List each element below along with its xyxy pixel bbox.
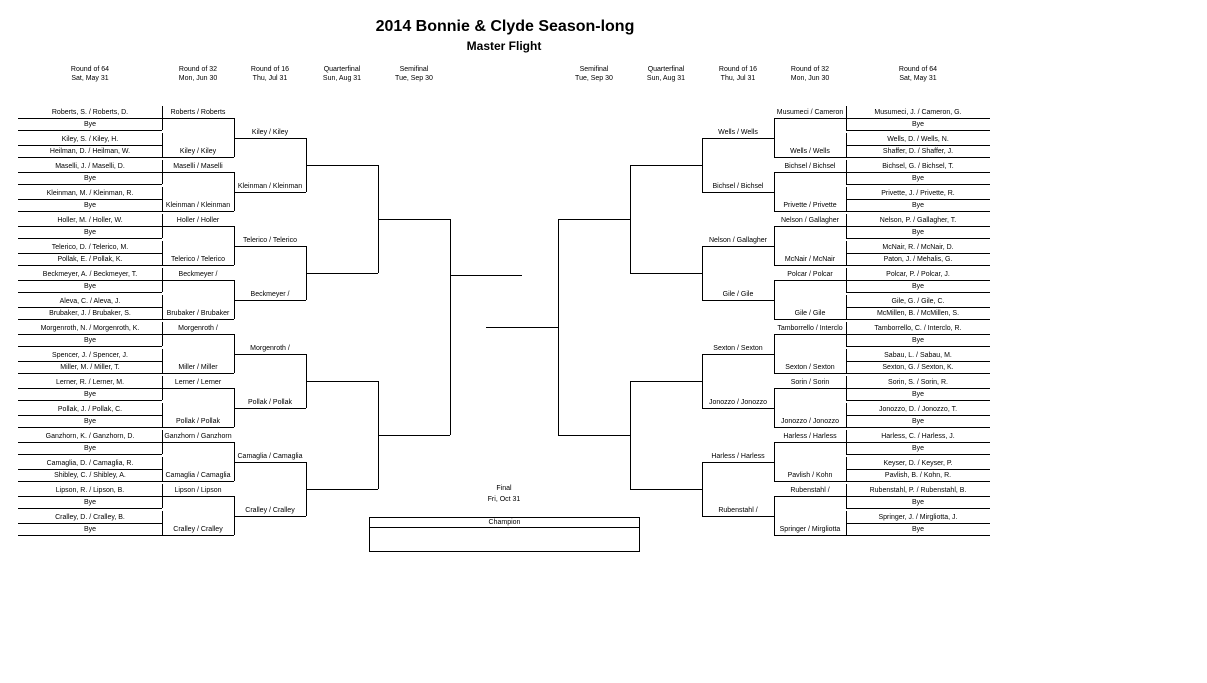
r32-team: Camaglia / Camaglia bbox=[165, 472, 231, 479]
r64-team: Camaglia, D. / Camaglia, R. bbox=[46, 460, 134, 467]
r32-team: Gile / Gile bbox=[794, 310, 826, 317]
r32-line bbox=[162, 211, 234, 212]
r64-team: Sorin, S. / Sorin, R. bbox=[888, 379, 948, 386]
r64-line bbox=[846, 199, 990, 200]
r64-team: Bye bbox=[911, 391, 925, 398]
champion-divider bbox=[369, 527, 640, 528]
qf-line bbox=[630, 273, 702, 274]
bracket-connector bbox=[450, 219, 451, 435]
r16-team: Jonozzo / Jonozzo bbox=[709, 399, 767, 406]
bracket-connector bbox=[846, 133, 847, 157]
r32-team: Nelson / Gallagher bbox=[781, 217, 839, 224]
r32-team: Beckmeyer / bbox=[178, 271, 218, 278]
round-date: Tue, Sep 30 bbox=[575, 75, 613, 82]
r64-team: Kiley, S. / Kiley, H. bbox=[61, 136, 119, 143]
r32-line bbox=[774, 481, 846, 482]
r64-line bbox=[846, 454, 990, 455]
bracket-connector bbox=[846, 268, 847, 292]
r32-line bbox=[774, 442, 846, 443]
r16-line bbox=[234, 408, 306, 409]
r64-team: Bye bbox=[83, 526, 97, 533]
r32-line bbox=[774, 157, 846, 158]
r16-team: Cralley / Cralley bbox=[245, 507, 295, 514]
r64-team: Aleva, C. / Aleva, J. bbox=[59, 298, 121, 305]
bracket-connector bbox=[846, 457, 847, 481]
r64-line bbox=[846, 118, 990, 119]
r64-team: Tamborrello, C. / Interclo, R. bbox=[874, 325, 962, 332]
r64-team: Holler, M. / Holler, W. bbox=[57, 217, 123, 224]
r16-line bbox=[702, 408, 774, 409]
r64-team: Bye bbox=[911, 283, 925, 290]
round-header: Round of 64 bbox=[898, 66, 938, 73]
r64-line bbox=[18, 226, 162, 227]
r64-team: McMillen, B. / McMillen, S. bbox=[876, 310, 960, 317]
r32-line bbox=[774, 265, 846, 266]
r16-team: Telerico / Telerico bbox=[243, 237, 297, 244]
round-header: Quarterfinal bbox=[647, 66, 685, 73]
bracket-connector bbox=[846, 322, 847, 346]
round-header: Round of 32 bbox=[178, 66, 218, 73]
r64-line bbox=[18, 469, 162, 470]
r64-line bbox=[846, 427, 990, 428]
r32-team: Rubenstahl / bbox=[790, 487, 830, 494]
sf-line bbox=[378, 435, 450, 436]
r64-team: Sabau, L. / Sabau, M. bbox=[884, 352, 952, 359]
bracket-connector bbox=[774, 280, 775, 319]
r32-line bbox=[774, 373, 846, 374]
r64-line bbox=[18, 346, 162, 347]
r64-line bbox=[846, 130, 990, 131]
r64-line bbox=[846, 481, 990, 482]
r64-team: Bye bbox=[911, 337, 925, 344]
round-date: Sun, Aug 31 bbox=[646, 75, 686, 82]
r64-team: Bye bbox=[911, 202, 925, 209]
r64-line bbox=[846, 307, 990, 308]
r32-line bbox=[774, 427, 846, 428]
champion-label: Champion bbox=[488, 519, 521, 526]
r64-line bbox=[846, 469, 990, 470]
r16-line bbox=[234, 516, 306, 517]
r64-team: Kleinman, M. / Kleinman, R. bbox=[46, 190, 134, 197]
r32-line bbox=[162, 280, 234, 281]
bracket-connector bbox=[702, 462, 703, 516]
r64-line bbox=[18, 253, 162, 254]
r16-line bbox=[234, 354, 306, 355]
r64-team: Shaffer, D. / Shaffer, J. bbox=[882, 148, 954, 155]
r32-line bbox=[774, 388, 846, 389]
r64-team: Bye bbox=[911, 175, 925, 182]
qf-line bbox=[630, 489, 702, 490]
r16-team: Nelson / Gallagher bbox=[709, 237, 767, 244]
r64-line bbox=[846, 400, 990, 401]
r64-team: Bye bbox=[911, 445, 925, 452]
r32-line bbox=[162, 481, 234, 482]
r32-team: Polcar / Polcar bbox=[787, 271, 833, 278]
r64-line bbox=[18, 118, 162, 119]
qf-line bbox=[630, 165, 702, 166]
r16-team: Kleinman / Kleinman bbox=[237, 183, 303, 190]
r32-team: Kleinman / Kleinman bbox=[165, 202, 231, 209]
r64-team: Bye bbox=[911, 418, 925, 425]
r32-team: Pollak / Pollak bbox=[176, 418, 220, 425]
bracket-connector bbox=[846, 106, 847, 130]
r64-line bbox=[18, 535, 162, 536]
r16-team: Pollak / Pollak bbox=[248, 399, 292, 406]
r16-line bbox=[702, 516, 774, 517]
r64-team: Nelson, P. / Gallagher, T. bbox=[879, 217, 957, 224]
r64-team: Paton, J. / Mehalis, G. bbox=[883, 256, 953, 263]
bracket-connector bbox=[846, 214, 847, 238]
r32-line bbox=[162, 442, 234, 443]
round-date: Thu, Jul 31 bbox=[720, 75, 756, 82]
r64-line bbox=[18, 199, 162, 200]
r64-team: Rubenstahl, P. / Rubenstahl, B. bbox=[869, 487, 967, 494]
r32-line bbox=[162, 157, 234, 158]
r16-team: Gile / Gile bbox=[722, 291, 754, 298]
r32-team: Lipson / Lipson bbox=[174, 487, 222, 494]
r16-line bbox=[702, 192, 774, 193]
r16-team: Wells / Wells bbox=[718, 129, 758, 136]
r32-team: Cralley / Cralley bbox=[173, 526, 223, 533]
r64-line bbox=[846, 523, 990, 524]
r64-line bbox=[18, 523, 162, 524]
r64-team: Gile, G. / Gile, C. bbox=[891, 298, 945, 305]
r64-line bbox=[846, 346, 990, 347]
r16-line bbox=[702, 300, 774, 301]
r32-team: McNair / McNair bbox=[784, 256, 836, 263]
r16-team: Kiley / Kiley bbox=[251, 129, 289, 136]
round-date: Thu, Jul 31 bbox=[252, 75, 288, 82]
r32-team: Pavlish / Kohn bbox=[787, 472, 833, 479]
r64-line bbox=[18, 130, 162, 131]
bracket-connector bbox=[774, 172, 775, 211]
bracket-connector bbox=[846, 160, 847, 184]
r64-line bbox=[18, 265, 162, 266]
r64-line bbox=[18, 157, 162, 158]
r64-line bbox=[18, 388, 162, 389]
r32-line bbox=[162, 334, 234, 335]
r32-team: Holler / Holler bbox=[176, 217, 220, 224]
r64-team: Harless, C. / Harless, J. bbox=[881, 433, 955, 440]
qf-line bbox=[306, 489, 378, 490]
r32-team: Tamborrello / Interclo bbox=[777, 325, 843, 332]
r32-line bbox=[774, 226, 846, 227]
r32-line bbox=[162, 118, 234, 119]
bracket-connector bbox=[846, 376, 847, 400]
bracket-connector bbox=[702, 354, 703, 408]
r64-team: Bye bbox=[911, 499, 925, 506]
r64-team: Brubaker, J. / Brubaker, S. bbox=[49, 310, 131, 317]
r64-line bbox=[846, 265, 990, 266]
r32-line bbox=[774, 535, 846, 536]
r64-line bbox=[846, 184, 990, 185]
qf-line bbox=[306, 273, 378, 274]
r32-team: Sexton / Sexton bbox=[785, 364, 835, 371]
r64-line bbox=[846, 238, 990, 239]
bracket-connector bbox=[846, 403, 847, 427]
r64-line bbox=[846, 442, 990, 443]
r16-line bbox=[234, 462, 306, 463]
r64-team: Bye bbox=[911, 526, 925, 533]
r32-line bbox=[774, 118, 846, 119]
r16-team: Rubenstahl / bbox=[718, 507, 758, 514]
r64-line bbox=[18, 184, 162, 185]
bracket-connector bbox=[846, 511, 847, 535]
bracket-connector bbox=[774, 118, 775, 157]
r64-team: Ganzhorn, K. / Ganzhorn, D. bbox=[45, 433, 135, 440]
r32-line bbox=[162, 265, 234, 266]
r64-line bbox=[846, 535, 990, 536]
r16-line bbox=[702, 246, 774, 247]
r32-team: Telerico / Telerico bbox=[171, 256, 225, 263]
bracket-connector bbox=[774, 388, 775, 427]
r64-team: Bye bbox=[83, 175, 97, 182]
r16-team: Camaglia / Camaglia bbox=[237, 453, 303, 460]
r64-team: Shibley, C. / Shibley, A. bbox=[54, 472, 126, 479]
final-line bbox=[486, 327, 558, 328]
r64-line bbox=[846, 211, 990, 212]
r64-team: Musumeci, J. / Cameron, G. bbox=[874, 109, 962, 116]
r64-line bbox=[846, 415, 990, 416]
r64-team: Heilman, D. / Heilman, W. bbox=[49, 148, 131, 155]
r64-team: Bye bbox=[83, 445, 97, 452]
r64-line bbox=[846, 253, 990, 254]
r64-line bbox=[18, 172, 162, 173]
round-header: Semifinal bbox=[399, 66, 429, 73]
r64-line bbox=[846, 145, 990, 146]
r16-line bbox=[702, 138, 774, 139]
r64-line bbox=[18, 319, 162, 320]
r16-line bbox=[234, 192, 306, 193]
r32-team: Maselli / Maselli bbox=[173, 163, 223, 170]
r64-team: Polcar, P. / Polcar, J. bbox=[886, 271, 950, 278]
round-date: Tue, Sep 30 bbox=[395, 75, 433, 82]
r32-team: Brubaker / Brubaker bbox=[166, 310, 230, 317]
r64-line bbox=[846, 319, 990, 320]
r32-line bbox=[774, 334, 846, 335]
bracket-connector bbox=[846, 295, 847, 319]
r64-line bbox=[18, 307, 162, 308]
bracket-connector bbox=[630, 381, 631, 489]
bracket-connector bbox=[846, 187, 847, 211]
r64-team: Jonozzo, D. / Jonozzo, T. bbox=[878, 406, 958, 413]
r64-line bbox=[846, 292, 990, 293]
r64-line bbox=[18, 454, 162, 455]
r64-line bbox=[18, 508, 162, 509]
r64-team: Springer, J. / Mirgliotta, J. bbox=[878, 514, 958, 521]
r64-team: Bye bbox=[83, 283, 97, 290]
r32-team: Musumeci / Cameron bbox=[776, 109, 844, 116]
round-header: Round of 16 bbox=[718, 66, 758, 73]
r64-line bbox=[846, 157, 990, 158]
r64-line bbox=[18, 400, 162, 401]
sf-line bbox=[558, 219, 630, 220]
r16-line bbox=[234, 300, 306, 301]
r16-line bbox=[702, 462, 774, 463]
bracket-connector bbox=[774, 226, 775, 265]
bracket-connector bbox=[558, 219, 559, 435]
r32-line bbox=[162, 226, 234, 227]
r64-line bbox=[18, 415, 162, 416]
r64-line bbox=[18, 292, 162, 293]
r64-line bbox=[18, 334, 162, 335]
r32-team: Miller / Miller bbox=[178, 364, 218, 371]
r32-team: Morgenroth / bbox=[178, 325, 218, 332]
r32-line bbox=[162, 427, 234, 428]
r32-team: Privette / Privette bbox=[783, 202, 837, 209]
r32-line bbox=[774, 211, 846, 212]
r32-team: Kiley / Kiley bbox=[179, 148, 217, 155]
r32-team: Lerner / Lerner bbox=[174, 379, 222, 386]
r32-team: Harless / Harless bbox=[783, 433, 837, 440]
r64-line bbox=[18, 145, 162, 146]
r32-team: Sorin / Sorin bbox=[790, 379, 830, 386]
r32-line bbox=[162, 319, 234, 320]
r64-line bbox=[18, 442, 162, 443]
bracket-connector bbox=[774, 334, 775, 373]
r64-line bbox=[18, 238, 162, 239]
round-header: Quarterfinal bbox=[323, 66, 361, 73]
qf-line bbox=[306, 381, 378, 382]
round-header: Round of 64 bbox=[70, 66, 110, 73]
r64-team: Bye bbox=[83, 229, 97, 236]
bracket-title: 2014 Bonnie & Clyde Season-long bbox=[375, 18, 635, 35]
final-label: Final bbox=[496, 485, 512, 492]
r64-team: Maselli, J. / Maselli, D. bbox=[55, 163, 125, 170]
r64-team: Miller, M. / Miller, T. bbox=[60, 364, 120, 371]
r64-line bbox=[18, 427, 162, 428]
r64-team: Sexton, G. / Sexton, K. bbox=[882, 364, 954, 371]
r64-team: Wells, D. / Wells, N. bbox=[887, 136, 949, 143]
r64-team: Beckmeyer, A. / Beckmeyer, T. bbox=[42, 271, 138, 278]
r64-team: Bye bbox=[911, 229, 925, 236]
r64-line bbox=[846, 280, 990, 281]
r16-team: Beckmeyer / bbox=[250, 291, 290, 298]
r64-team: Keyser, D. / Keyser, P. bbox=[883, 460, 953, 467]
r64-team: Lipson, R. / Lipson, B. bbox=[55, 487, 125, 494]
bracket-connector bbox=[846, 349, 847, 373]
round-header: Round of 32 bbox=[790, 66, 830, 73]
r64-line bbox=[846, 388, 990, 389]
final-line bbox=[450, 275, 522, 276]
r64-team: Bye bbox=[83, 499, 97, 506]
r64-team: Pollak, E. / Pollak, K. bbox=[57, 256, 123, 263]
r32-team: Jonozzo / Jonozzo bbox=[781, 418, 839, 425]
bracket-connector bbox=[702, 246, 703, 300]
r64-team: Bye bbox=[83, 202, 97, 209]
bracket-connector bbox=[774, 496, 775, 535]
r32-line bbox=[162, 496, 234, 497]
r32-team: Ganzhorn / Ganzhorn bbox=[164, 433, 232, 440]
r32-line bbox=[162, 373, 234, 374]
r64-line bbox=[846, 334, 990, 335]
round-date: Sun, Aug 31 bbox=[322, 75, 362, 82]
r64-line bbox=[18, 211, 162, 212]
round-date: Mon, Jun 30 bbox=[790, 75, 830, 82]
bracket-connector bbox=[846, 484, 847, 508]
bracket-connector bbox=[846, 241, 847, 265]
r64-team: Morgenroth, N. / Morgenroth, K. bbox=[40, 325, 140, 332]
round-date: Mon, Jun 30 bbox=[178, 75, 218, 82]
flight-subtitle: Master Flight bbox=[466, 39, 542, 53]
r32-team: Roberts / Roberts bbox=[170, 109, 226, 116]
final-date: Fri, Oct 31 bbox=[487, 496, 521, 503]
r32-line bbox=[162, 388, 234, 389]
r64-team: Spencer, J. / Spencer, J. bbox=[52, 352, 128, 359]
bracket-connector bbox=[702, 138, 703, 192]
r64-line bbox=[18, 496, 162, 497]
r64-line bbox=[18, 373, 162, 374]
qf-line bbox=[630, 381, 702, 382]
round-date: Sat, May 31 bbox=[899, 75, 937, 82]
r64-line bbox=[846, 226, 990, 227]
r64-line bbox=[846, 373, 990, 374]
r64-line bbox=[846, 361, 990, 362]
r32-line bbox=[774, 280, 846, 281]
r16-team: Harless / Harless bbox=[711, 453, 765, 460]
r64-team: Telerico, D. / Telerico, M. bbox=[51, 244, 129, 251]
r64-line bbox=[18, 280, 162, 281]
bracket-connector bbox=[846, 430, 847, 454]
r32-team: Bichsel / Bichsel bbox=[784, 163, 836, 170]
bracket-connector bbox=[630, 165, 631, 273]
r16-team: Sexton / Sexton bbox=[713, 345, 763, 352]
r16-line bbox=[234, 246, 306, 247]
r64-team: Pavlish, B. / Kohn, R. bbox=[884, 472, 952, 479]
r64-team: Pollak, J. / Pollak, C. bbox=[57, 406, 123, 413]
r32-team: Springer / Mirgliotta bbox=[779, 526, 841, 533]
r64-team: McNair, R. / McNair, D. bbox=[882, 244, 954, 251]
r64-team: Bichsel, G. / Bichsel, T. bbox=[882, 163, 954, 170]
r64-team: Roberts, S. / Roberts, D. bbox=[51, 109, 129, 116]
r32-line bbox=[162, 172, 234, 173]
round-date: Sat, May 31 bbox=[71, 75, 109, 82]
r16-line bbox=[234, 138, 306, 139]
sf-line bbox=[558, 435, 630, 436]
r32-line bbox=[774, 319, 846, 320]
r16-team: Bichsel / Bichsel bbox=[712, 183, 764, 190]
sf-line bbox=[378, 219, 450, 220]
bracket-connector bbox=[774, 442, 775, 481]
r64-team: Bye bbox=[911, 121, 925, 128]
r64-team: Bye bbox=[83, 121, 97, 128]
round-header: Semifinal bbox=[579, 66, 609, 73]
r64-line bbox=[18, 481, 162, 482]
r32-line bbox=[774, 496, 846, 497]
r64-line bbox=[846, 496, 990, 497]
r64-team: Cralley, D. / Cralley, B. bbox=[55, 514, 125, 521]
r64-team: Bye bbox=[83, 418, 97, 425]
r64-line bbox=[18, 361, 162, 362]
r64-team: Bye bbox=[83, 337, 97, 344]
r64-team: Privette, J. / Privette, R. bbox=[881, 190, 955, 197]
r64-team: Bye bbox=[83, 391, 97, 398]
r32-team: Wells / Wells bbox=[790, 148, 830, 155]
r32-line bbox=[162, 535, 234, 536]
r64-line bbox=[846, 508, 990, 509]
r32-line bbox=[774, 172, 846, 173]
r64-line bbox=[846, 172, 990, 173]
qf-line bbox=[306, 165, 378, 166]
r64-team: Lerner, R. / Lerner, M. bbox=[55, 379, 125, 386]
r16-line bbox=[702, 354, 774, 355]
r16-team: Morgenroth / bbox=[250, 345, 290, 352]
round-header: Round of 16 bbox=[250, 66, 290, 73]
